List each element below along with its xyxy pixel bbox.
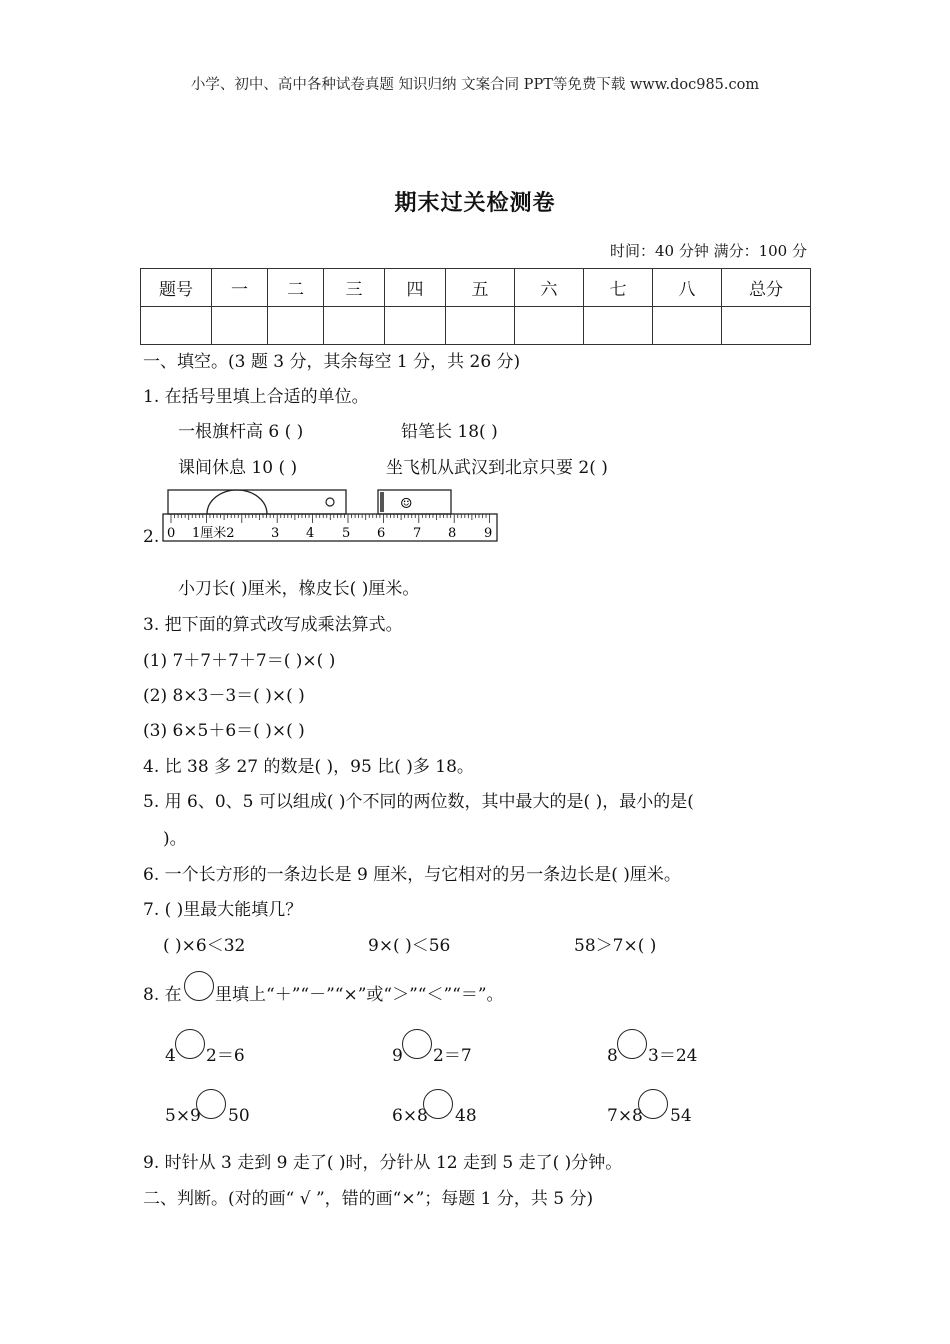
q2-number: 2. (143, 527, 160, 547)
q4: 4. 比 38 多 27 的数是( )，95 比( )多 18。 (143, 757, 474, 777)
q8-r2-right: 50 (228, 1106, 250, 1126)
q1-stem: 1. 在括号里填上合适的单位。 (143, 387, 369, 407)
q7-stem: 7. ( )里最大能填几？ (143, 900, 303, 920)
score-table-blank-row (141, 307, 811, 345)
section-1-heading: 一、填空。(3 题 3 分，其余每空 1 分，共 26 分) (143, 352, 521, 372)
ruler-label: 9 (484, 526, 493, 541)
q8-answer-circle[interactable] (196, 1089, 226, 1119)
q3-part-2: (2) 8×3－3＝( )×( ) (143, 686, 305, 706)
q1-item-break: 课间休息 10 ( ) (178, 458, 298, 478)
score-table-header-row (141, 269, 811, 307)
score-blank-cell[interactable] (515, 307, 584, 345)
score-blank-cell[interactable] (324, 307, 385, 345)
q8-r1-right: 3＝24 (648, 1046, 698, 1066)
exam-title: 期末过关检测卷 (394, 190, 556, 216)
q8-r1-left: 9 (392, 1046, 403, 1066)
score-blank-cell[interactable] (446, 307, 515, 345)
score-blank-cell[interactable] (653, 307, 722, 345)
ruler-figure (159, 487, 501, 544)
q8-r2-left: 5×9 (165, 1106, 201, 1126)
score-header-cell: 五 (446, 269, 515, 307)
q1-item-flagpole: 一根旗杆高 6 ( ) (178, 422, 304, 442)
q8-circle-example (184, 971, 214, 1001)
q3-stem: 3. 把下面的算式改写成乘法算式。 (143, 615, 403, 635)
q5-line-1: 5. 用 6、0、5 可以组成( )个不同的两位数，其中最大的是( )，最小的是( (143, 792, 694, 812)
eraser-edge (380, 492, 384, 512)
q8-r2-right: 54 (670, 1106, 692, 1126)
score-blank-cell[interactable] (385, 307, 446, 345)
ruler-label: 8 (448, 526, 457, 541)
eraser-picture-icon: ☺ (400, 496, 413, 512)
q7-item-b: 9×( )＜56 (368, 936, 451, 956)
q8-stem-prefix: 8. 在 (143, 985, 182, 1005)
q8-stem-suffix: 里填上“＋”“－”“×”或“＞”“＜”“＝”。 (215, 985, 504, 1005)
q7-item-c: 58＞7×( ) (574, 936, 657, 956)
score-header-cell: 四 (385, 269, 446, 307)
q2-answer-line: 小刀长( )厘米，橡皮长( )厘米。 (178, 579, 420, 599)
q8-answer-circle[interactable] (402, 1029, 432, 1059)
time-and-score-info: 时间：40 分钟 满分：100 分 (609, 242, 807, 260)
q8-r2-right: 48 (455, 1106, 477, 1126)
ruler-label: 7 (413, 526, 422, 541)
q7-item-a: ( )×6＜32 (163, 936, 246, 956)
q8-r1-left: 8 (607, 1046, 618, 1066)
q9: 9. 时针从 3 走到 9 走了( )时，分针从 12 走到 5 走了( )分钟。 (143, 1153, 623, 1173)
ruler-label: 1厘米2 (192, 526, 235, 541)
score-blank-cell[interactable] (141, 307, 212, 345)
score-header-cell: 三 (324, 269, 385, 307)
q8-r2-left: 6×8 (392, 1106, 428, 1126)
score-blank-cell[interactable] (268, 307, 324, 345)
ruler-label: 3 (271, 526, 280, 541)
q6: 6. 一个长方形的一条边长是 9 厘米，与它相对的另一条边长是( )厘米。 (143, 865, 681, 885)
score-blank-cell[interactable] (722, 307, 811, 345)
q8-answer-circle[interactable] (175, 1029, 205, 1059)
q8-answer-circle[interactable] (638, 1089, 668, 1119)
score-blank-cell[interactable] (584, 307, 653, 345)
q8-answer-circle[interactable] (423, 1089, 453, 1119)
q8-r1-left: 4 (165, 1046, 176, 1066)
score-header-cell: 七 (584, 269, 653, 307)
section-2-heading: 二、判断。(对的画“ √ ”，错的画“×”；每题 1 分，共 5 分) (143, 1189, 594, 1209)
knife-hole (326, 498, 334, 506)
score-header-cell: 二 (268, 269, 324, 307)
score-header-cell: 总分 (722, 269, 811, 307)
knife-arc (207, 490, 267, 514)
q8-r2-left: 7×8 (607, 1106, 643, 1126)
score-table (140, 268, 811, 345)
q8-r1-right: 2＝6 (206, 1046, 245, 1066)
ruler-label: 5 (342, 526, 351, 541)
q3-part-1: (1) 7＋7＋7＋7＝( )×( ) (143, 651, 336, 671)
score-header-cell: 八 (653, 269, 722, 307)
knife-outline (168, 490, 346, 514)
q3-part-3: (3) 6×5＋6＝( )×( ) (143, 721, 305, 741)
ruler-label: 0 (167, 526, 176, 541)
score-header-cell: 一 (212, 269, 268, 307)
q1-item-pencil: 铅笔长 18( ) (401, 422, 498, 442)
q8-r1-right: 2＝7 (433, 1046, 472, 1066)
ruler-label: 4 (306, 526, 315, 541)
q8-answer-circle[interactable] (617, 1029, 647, 1059)
q1-item-flight: 坐飞机从武汉到北京只要 2( ) (386, 458, 608, 478)
score-header-cell: 题号 (141, 269, 212, 307)
q5-line-2: )。 (163, 829, 187, 849)
page-header-banner: 小学、初中、高中各种试卷真题 知识归纳 文案合同 PPT等免费下载 www.doc985.com (190, 77, 760, 93)
score-blank-cell[interactable] (212, 307, 268, 345)
ruler-label: 6 (377, 526, 386, 541)
eraser-outline (378, 490, 451, 514)
score-header-cell: 六 (515, 269, 584, 307)
